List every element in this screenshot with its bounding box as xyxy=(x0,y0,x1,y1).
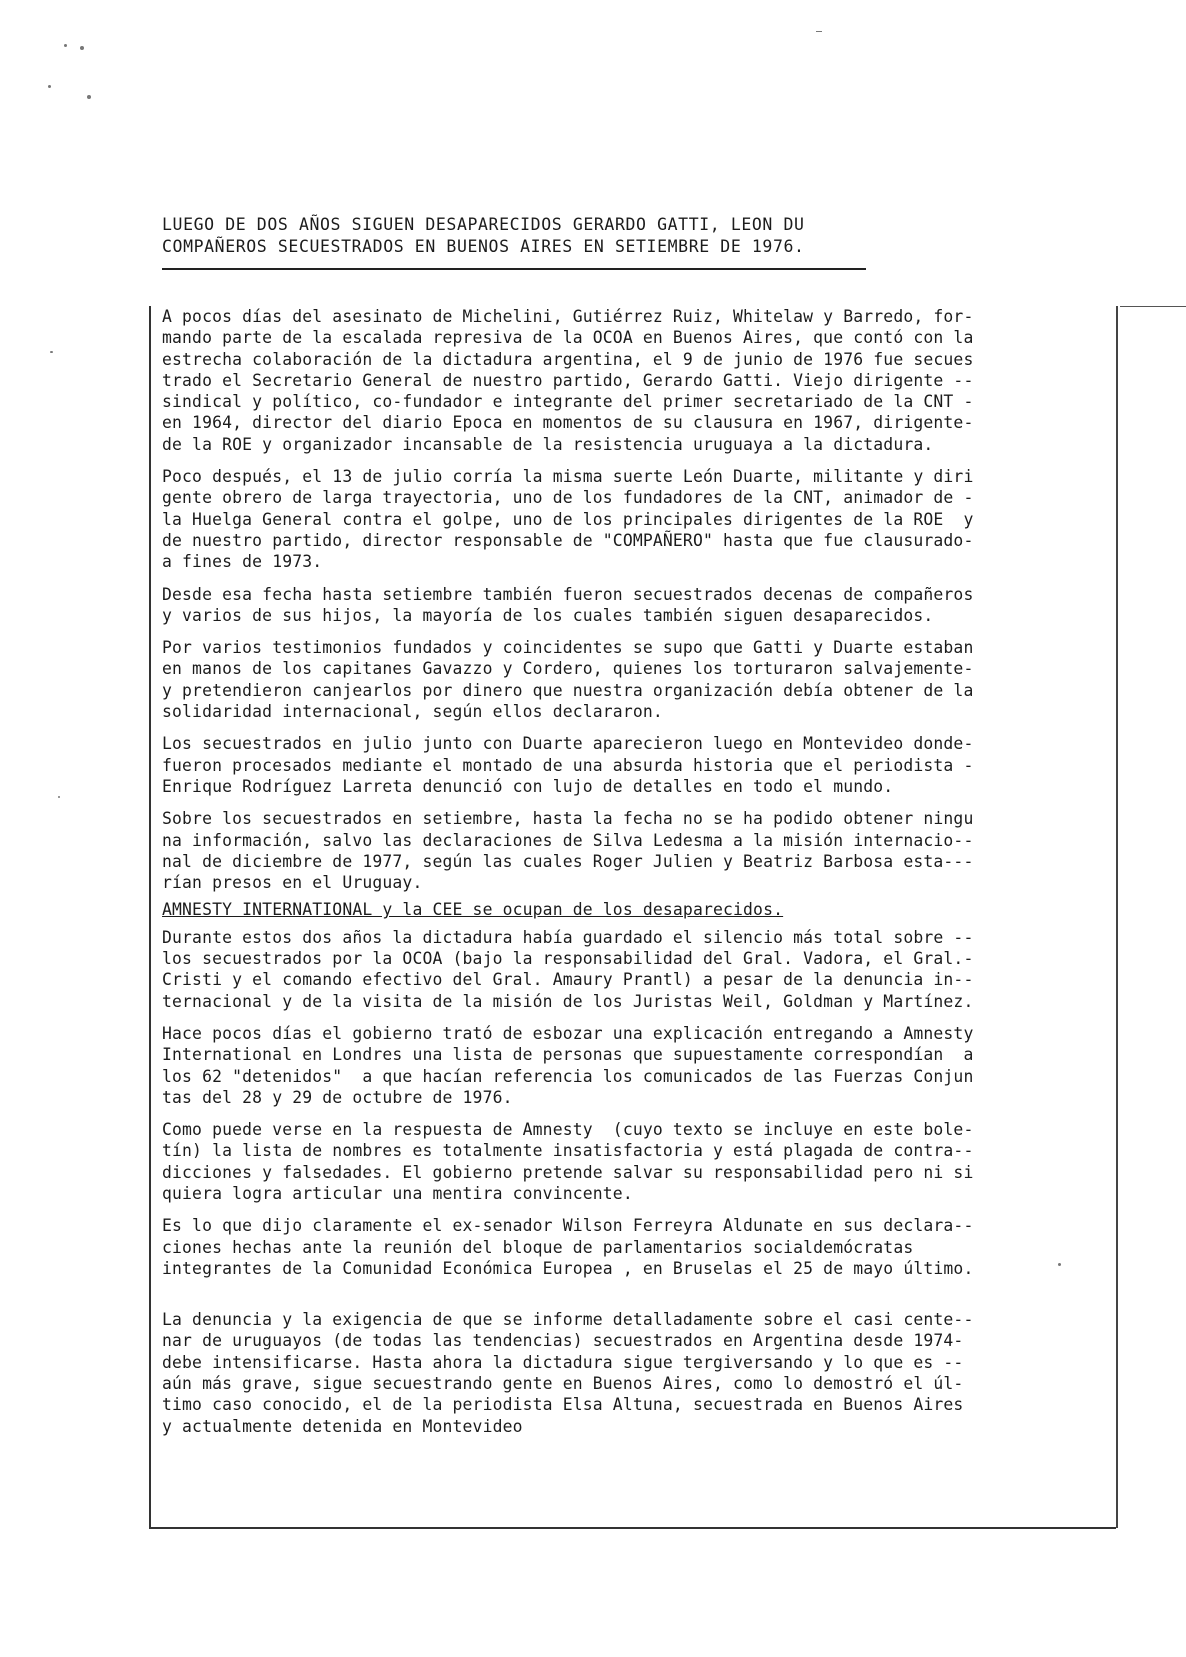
paragraph xyxy=(162,1023,1110,1108)
text-line: Por varios testimonios fundados y coincidentes se supo que Gatti y Duarte estaban xyxy=(162,638,974,658)
text-line: dicciones y falsedades. El gobierno pretende salvar su responsabilidad pero ni si xyxy=(162,1162,974,1182)
text-line: Como puede verse en la respuesta de Amnesty (cuyo texto se incluye en este bole- xyxy=(162,1120,974,1140)
frame-left-border xyxy=(149,306,151,1528)
text-line: y actualmente detenida en Montevideo xyxy=(162,1416,523,1436)
text-line: nal de diciembre de 1977, según las cuales Roger Julien y Beatriz Barbosa esta--- xyxy=(162,851,974,871)
frame-bottom-border xyxy=(149,1527,1116,1529)
paragraph xyxy=(162,808,1110,893)
text-line: y varios de sus hijos, la mayoría de los cuales también siguen desaparecidos. xyxy=(162,605,934,625)
text-line: estrecha colaboración de la dictadura argentina, el 9 de junio de 1976 fue secues xyxy=(162,349,974,369)
text-line: de la ROE y organizador incansable de la resistencia uruguaya a la dictadura. xyxy=(162,434,934,454)
paragraph xyxy=(162,927,1110,1012)
text-line: sindical y político, co-fundador e integrante del primer secretariado de la CNT - xyxy=(162,392,974,412)
text-line: Desde esa fecha hasta setiembre también fueron secuestrados decenas de compañeros xyxy=(162,584,974,604)
headline-line-1: LUEGO DE DOS AÑOS SIGUEN DESAPARECIDOS GERARDO GATTI, LEON DU xyxy=(162,215,805,234)
text-line: trado el Secretario General de nuestro partido, Gerardo Gatti. Viejo dirigente -- xyxy=(162,370,974,390)
text-line: solidaridad internacional, según ellos declararon. xyxy=(162,702,663,722)
paragraph xyxy=(162,466,1110,572)
paragraph xyxy=(162,1215,1110,1279)
text-line: debe intensificarse. Hasta ahora la dictadura sigue tergiversando y lo que es -- xyxy=(162,1352,964,1372)
document-headline xyxy=(162,214,872,258)
frame-top-line xyxy=(1120,306,1186,307)
text-line: fueron procesados mediante el montado de una absurda historia que el periodista - xyxy=(162,755,974,775)
text-line: ternacional y de la visita de la misión de los Juristas Weil, Goldman y Martínez. xyxy=(162,991,974,1011)
text-line: en manos de los capitanes Gavazzo y Cordero, quienes los torturaron salvajemente- xyxy=(162,659,974,679)
text-line: nar de uruguayos (de todas las tendencias) secuestrados en Argentina desde 1974- xyxy=(162,1331,964,1351)
headline-line-2: COMPAÑEROS SECUESTRADOS EN BUENOS AIRES EN SETIEMBRE DE 1976. xyxy=(162,237,805,256)
text-line: Poco después, el 13 de julio corría la misma suerte León Duarte, militante y diri xyxy=(162,467,974,487)
paragraph xyxy=(162,637,1110,722)
text-line: na información, salvo las declaraciones de Silva Ledesma a la misión internacio-- xyxy=(162,830,974,850)
text-line: a fines de 1973. xyxy=(162,552,323,572)
text-line: Los secuestrados en julio junto con Duarte aparecieron luego en Montevideo donde- xyxy=(162,734,974,754)
text-line: y pretendieron canjearlos por dinero que nuestra organización debía obtener de la xyxy=(162,680,974,700)
text-line: de nuestro partido, director responsable de "COMPAÑERO" hasta que fue clausurado- xyxy=(162,530,974,550)
text-line: A pocos días del asesinato de Michelini, Gutiérrez Ruiz, Whitelaw y Barredo, for- xyxy=(162,307,974,326)
section-heading: AMNESTY INTERNATIONAL y la CEE se ocupan de los desaparecidos. xyxy=(162,900,784,920)
text-line: los secuestrados por la OCOA (bajo la responsabilidad del Gral. Vadora, el Gral.- xyxy=(162,949,974,969)
text-line: Es lo que dijo claramente el ex-senador Wilson Ferreyra Aldunate en sus declara-- xyxy=(162,1216,974,1236)
text-line: Enrique Rodríguez Larreta denunció con lujo de detalles en todo el mundo. xyxy=(162,776,894,796)
text-line: quiera logra articular una mentira convincente. xyxy=(162,1183,633,1203)
text-line: Hace pocos días el gobierno trató de esbozar una explicación entregando a Amnesty xyxy=(162,1023,974,1043)
text-line: la Huelga General contra el golpe, uno de los principales dirigentes de la ROE y xyxy=(162,509,974,529)
text-line: los 62 "detenidos" a que hacían referencia los comunicados de las Fuerzas Conjun xyxy=(162,1066,974,1086)
text-line: en 1964, director del diario Epoca en momentos de su clausura en 1967, dirigente- xyxy=(162,413,974,433)
text-line: integrantes de la Comunidad Económica Europea , en Bruselas el 25 de mayo último. xyxy=(162,1258,974,1278)
headline-underline xyxy=(162,268,866,270)
article-body xyxy=(162,306,1110,1437)
text-line: Sobre los secuestrados en setiembre, hasta la fecha no se ha podido obtener ningu xyxy=(162,809,974,829)
text-line: tín) la lista de nombres es totalmente insatisfactoria y está plagada de contra-- xyxy=(162,1141,974,1161)
text-line: gente obrero de larga trayectoria, uno de los fundadores de la CNT, animador de - xyxy=(162,488,974,508)
text-line: mando parte de la escalada represiva de la OCOA en Buenos Aires, que contó con la xyxy=(162,328,974,348)
text-line: aún más grave, sigue secuestrando gente en Buenos Aires, como lo demostró el úl- xyxy=(162,1374,964,1394)
text-line: International en Londres una lista de personas que supuestamente correspondían a xyxy=(162,1045,974,1065)
paragraph xyxy=(162,1309,1110,1437)
paragraph xyxy=(162,306,1110,455)
text-line: rían presos en el Uruguay. xyxy=(162,873,423,893)
text-line: Durante estos dos años la dictadura había guardado el silencio más total sobre -- xyxy=(162,927,974,947)
text-line: La denuncia y la exigencia de que se informe detalladamente sobre el casi cente-- xyxy=(162,1310,974,1330)
paragraph xyxy=(162,733,1110,797)
frame-right-border xyxy=(1116,306,1118,1528)
paragraph xyxy=(162,584,1110,627)
text-line: timo caso conocido, el de la periodista Elsa Altuna, secuestrada en Buenos Aires xyxy=(162,1395,964,1415)
text-line: tas del 28 y 29 de octubre de 1976. xyxy=(162,1087,513,1107)
paragraph xyxy=(162,1119,1110,1204)
text-line: ciones hechas ante la reunión del bloque de parlamentarios socialdemócratas xyxy=(162,1237,914,1257)
text-line: Cristi y el comando efectivo del Gral. Amaury Prantl) a pesar de la denuncia in-- xyxy=(162,970,974,990)
